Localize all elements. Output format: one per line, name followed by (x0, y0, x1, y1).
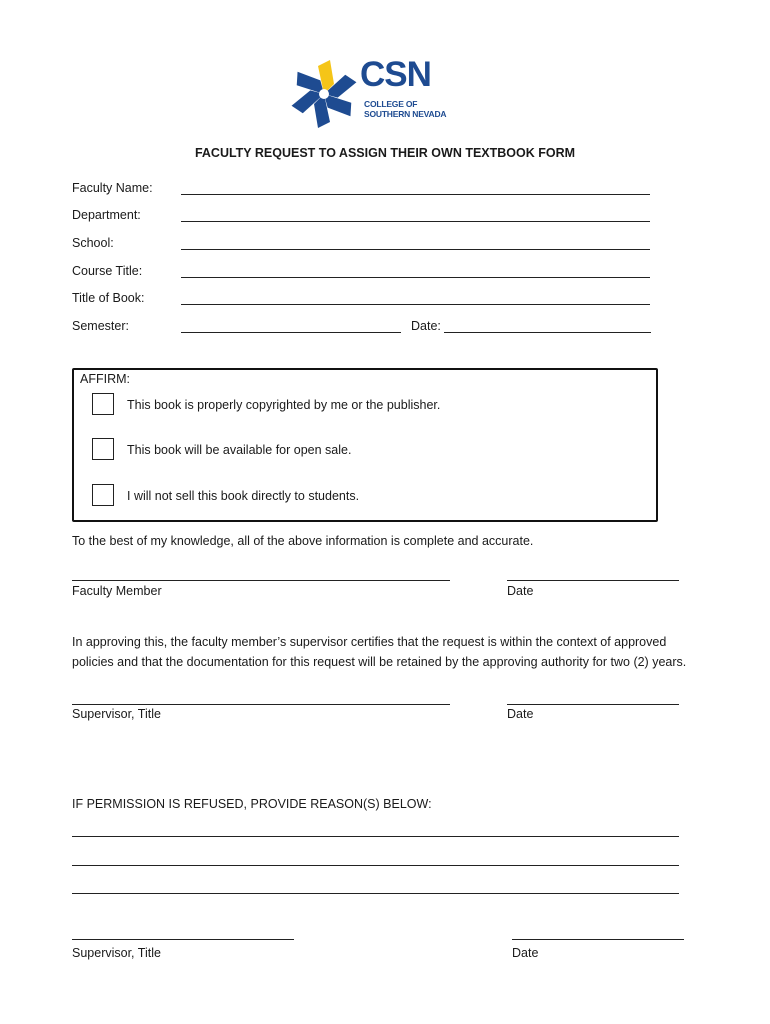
refusal-reason-line-3[interactable] (72, 893, 679, 894)
department-field[interactable] (181, 221, 650, 222)
logo-line-2: SOUTHERN NEVADA (364, 109, 447, 119)
logo-wordmark: CSN (360, 55, 431, 94)
course-title-field[interactable] (181, 277, 650, 278)
faculty-member-label: Faculty Member (72, 584, 162, 598)
logo-line-1: COLLEGE OF (364, 99, 418, 109)
date-label: Date: (411, 319, 441, 333)
faculty-name-field[interactable] (181, 194, 650, 195)
form-title: FACULTY REQUEST TO ASSIGN THEIR OWN TEXTBOOK FORM (194, 146, 576, 160)
department-label: Department: (72, 208, 141, 222)
semester-field[interactable] (181, 332, 401, 333)
refusal-date-label: Date (512, 946, 539, 960)
title-of-book-label: Title of Book: (72, 291, 145, 305)
school-label: School: (72, 236, 114, 250)
faculty-name-label: Faculty Name: (72, 181, 153, 195)
affirm-checkbox-open-sale[interactable] (92, 438, 114, 460)
supervisor-title-label: Supervisor, Title (72, 707, 161, 721)
csn-star-icon (288, 55, 360, 133)
faculty-date-label: Date (507, 584, 534, 598)
affirm-text-open-sale: This book will be available for open sale. (127, 443, 352, 457)
affirm-text-no-direct-sale: I will not sell this book directly to students. (127, 489, 360, 503)
affirm-label: AFFIRM: (80, 372, 130, 386)
refusal-heading: IF PERMISSION IS REFUSED, PROVIDE REASON(S) BELOW: (72, 797, 432, 811)
title-of-book-field[interactable] (181, 304, 650, 305)
refusal-reason-line-1[interactable] (72, 836, 679, 837)
supervisor-signature-line[interactable] (72, 704, 450, 705)
approval-text-line-2: policies and that the documentation for this request will be retained by the approving authority for two (2) years. (72, 655, 687, 669)
affirm-box (72, 368, 658, 522)
school-field[interactable] (181, 249, 650, 250)
affirm-checkbox-copyright[interactable] (92, 393, 114, 415)
approval-text-line-1: In approving this, the faculty member’s supervisor certifies that the request is within the context of approved (72, 635, 667, 649)
refusal-supervisor-signature-line[interactable] (72, 939, 294, 940)
refusal-supervisor-title-label: Supervisor, Title (72, 946, 161, 960)
affirm-text-copyright: This book is properly copyrighted by me or the publisher. (127, 398, 441, 412)
refusal-date-line[interactable] (512, 939, 684, 940)
certification-statement: To the best of my knowledge, all of the above information is complete and accurate. (72, 534, 534, 548)
affirm-checkbox-no-direct-sale[interactable] (92, 484, 114, 506)
refusal-reason-line-2[interactable] (72, 865, 679, 866)
course-title-label: Course Title: (72, 264, 143, 278)
semester-label: Semester: (72, 319, 129, 333)
csn-logo (288, 55, 448, 133)
faculty-signature-line[interactable] (72, 580, 450, 581)
date-field[interactable] (444, 332, 651, 333)
supervisor-date-label: Date (507, 707, 534, 721)
faculty-date-line[interactable] (507, 580, 679, 581)
supervisor-date-line[interactable] (507, 704, 679, 705)
